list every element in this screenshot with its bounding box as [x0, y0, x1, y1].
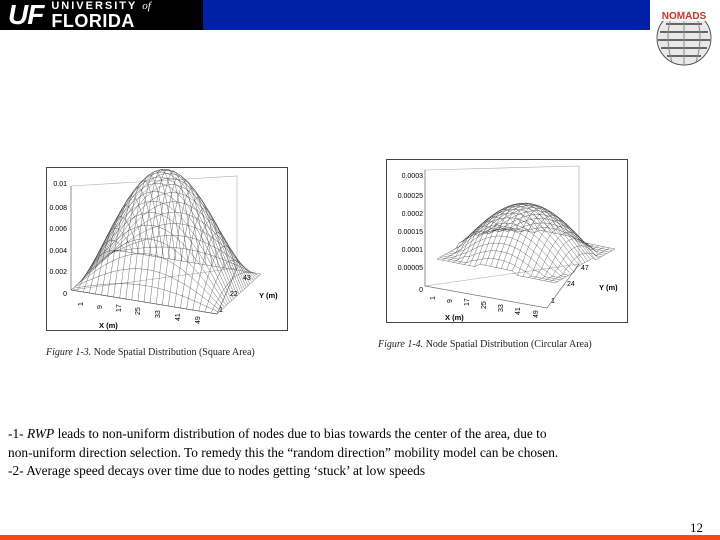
svg-text:41: 41: [175, 313, 182, 321]
svg-text:0: 0: [419, 287, 423, 294]
uf-logo-letters: UF: [8, 0, 44, 30]
y-axis-ticks-circular: [551, 265, 589, 305]
svg-text:1: 1: [430, 296, 437, 300]
svg-text:0.006: 0.006: [49, 226, 67, 233]
svg-text:17: 17: [464, 298, 471, 306]
uf-logo-florida: FLORIDA: [51, 10, 135, 31]
surface-plot-circular: [387, 160, 627, 322]
nomads-logo: [652, 2, 716, 66]
svg-text:1: 1: [219, 307, 223, 314]
svg-text:22: 22: [230, 291, 238, 298]
svg-text:25: 25: [135, 307, 142, 315]
svg-text:1: 1: [551, 298, 555, 305]
svg-text:0.008: 0.008: [49, 205, 67, 212]
nomads-logo-text: NOMADS: [661, 11, 707, 22]
figure-caption-circular: Figure 1-4. Node Spatial Distribution (Circular Area): [378, 339, 592, 350]
svg-text:33: 33: [498, 304, 505, 312]
figure-caption-square: Figure 1-3. Node Spatial Distribution (Square Area): [46, 347, 255, 358]
svg-text:0: 0: [63, 291, 67, 298]
svg-text:0.0003: 0.0003: [401, 173, 423, 180]
y-axis-label-circular: Y (m): [599, 283, 618, 292]
z-axis-ticks-circular: [398, 173, 423, 294]
svg-text:0.00015: 0.00015: [397, 229, 423, 236]
surface-plot-square: [47, 168, 287, 330]
svg-text:1: 1: [78, 302, 85, 306]
svg-text:49: 49: [195, 316, 202, 324]
y-axis-label-square: Y (m): [259, 291, 278, 300]
x-axis-ticks-square: [78, 302, 202, 324]
page-number: 12: [690, 520, 703, 535]
svg-text:0.0002: 0.0002: [401, 211, 423, 218]
svg-text:41: 41: [515, 307, 522, 315]
body-line-2: non-uniform direction selection. To remedy this the “random direction” mobility model can be chosen.: [8, 444, 559, 460]
svg-text:0.0001: 0.0001: [401, 247, 423, 254]
svg-text:0.01: 0.01: [53, 181, 67, 188]
body-text: [8, 425, 720, 481]
svg-text:33: 33: [155, 310, 162, 318]
svg-text:49: 49: [533, 310, 540, 318]
svg-text:25: 25: [481, 301, 488, 309]
uf-logo-of: of: [142, 0, 151, 12]
svg-text:0.002: 0.002: [49, 269, 67, 276]
x-axis-label-circular: X (m): [445, 313, 464, 322]
body-line-3: -2- Average speed decays over time due to nodes getting ‘stuck’ at low speeds: [8, 463, 426, 478]
svg-text:9: 9: [447, 299, 454, 303]
svg-text:43: 43: [243, 275, 251, 282]
uf-logo: [0, 0, 203, 30]
x-axis-label-square: X (m): [99, 321, 118, 330]
uf-logo-university: UNIVERSITY: [51, 0, 138, 12]
svg-text:0.004: 0.004: [49, 248, 67, 255]
y-axis-ticks-square: [219, 275, 251, 314]
body-line-1: -1- RWP leads to non-uniform distribution of nodes due to bias towards the center of the area, due to: [8, 426, 547, 441]
bottom-bar: [0, 535, 720, 540]
svg-text:9: 9: [97, 305, 104, 309]
svg-text:0.00005: 0.00005: [397, 265, 423, 272]
svg-text:24: 24: [567, 281, 575, 288]
svg-text:17: 17: [116, 304, 123, 312]
figure-square-area: [46, 167, 288, 331]
svg-text:0.00025: 0.00025: [397, 193, 423, 200]
svg-text:47: 47: [581, 265, 589, 272]
figure-circular-area: [386, 159, 628, 323]
z-axis-ticks-square: [49, 181, 67, 298]
